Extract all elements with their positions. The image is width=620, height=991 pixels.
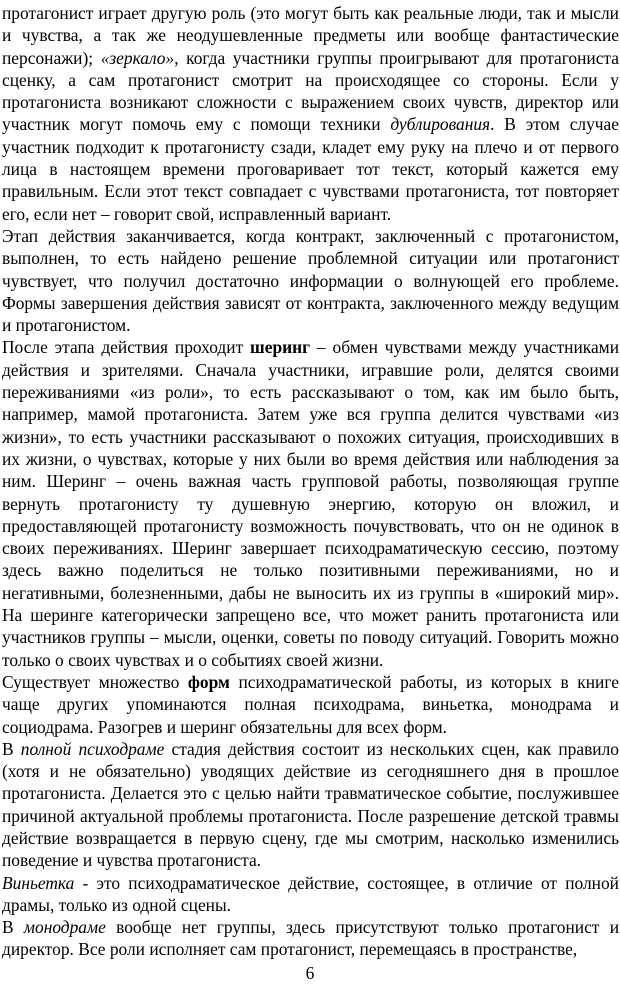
text-run: стадия действия состоит из нескольких сцен, как правило (хотя и не обязательно) уводящих действие из сегодняшнего дня в прошлое протагониста. Делается это с целью найти травматическое событие, послужившее причиной актуальной проблемы протагониста. После разрешение детской травмы действие возвращается в первую сцену, где мы смотрим, насколько изменились поведение и чувства протагониста. xyxy=(2,738,619,871)
paragraph-forms xyxy=(2,671,619,738)
text-body xyxy=(2,2,620,961)
text-run: , когда участники группы проигрывают для протагониста сценку, а сам протагонист смотрит на происходящее со стороны. Если у протагониста возникают сложности с выражением своих чувств, директор или участник могут помочь ему с помощи техники xyxy=(2,47,619,135)
text-run: . В этом случае участник подходит к протагонисту сзади, кладет ему руку на плечо и от первого лица в настоящем времени проговаривает тот текст, который кажется ему правильным. Если этот текст совпадает с чувствами протагониста, тот повторяет его, если нет – говорит свой, исправленный вариант. xyxy=(2,114,619,224)
text-run: – обмен чувствами между участниками действия и зрителями. Сначала участники, игравшие роли, делятся своими переживаниями «из роли», то есть рассказывают о том, как им было быть, например, мамой протагониста. Затем уже вся группа делится чувствами «из жизни», то есть участники рассказывают о похожих ситуация, происходивших в их жизни, о чувствах, которые у них были во время действия или наблюдения за ним. Шеринг – очень важная часть групповой работы, позволяющая группе вернуть протагонисту ту душевную энергию, которую он вложил, и предоставляющей протагонисту возможность почувствовать, что он не одинок в своих переживаниях. Шеринг завершает психодраматическую сессию, поэтому здесь важно поделиться не только позитивными переживаниями, но и негативными, болезненными, дабы не выносить их из группы в «широкий мир». На шеринге категорически запрещено все, что может ранить протагониста или участников группы – мысли, оценки, советы по поводу ситуаций. Говорить можно только о своих чувствах и о событиях своей жизни. xyxy=(2,337,619,670)
paragraph-full-psychodrama xyxy=(2,738,619,872)
text-run: - это психодраматическое действие, состоящее, в отличие от полной драмы, только из одной сцены. xyxy=(2,872,619,915)
paragraph-vignette xyxy=(2,872,619,917)
italic-term: монодраме xyxy=(23,917,106,938)
paragraph-sharing xyxy=(2,336,619,670)
italic-term: дублирования xyxy=(390,114,491,135)
italic-term: полной психодраме xyxy=(20,738,165,759)
text-run: Существует множество xyxy=(2,671,188,692)
text-run: психодраматической работы, из которых в книге чаще других упоминаются полная психодрама, виньетка, монодрама и социодрама. Разогрев и шеринг обязательны для всех форм. xyxy=(2,671,619,737)
bold-term: шеринг xyxy=(250,337,311,358)
paragraph-monodrama xyxy=(2,916,619,961)
bold-term: форм xyxy=(187,671,230,692)
text-run: вообще нет группы, здесь присутствуют только протагонист и директор. Все роли исполняет сам протагонист, перемещаясь в пространстве, xyxy=(2,917,619,960)
text-run: протагонист играет другую роль (это могут быть как реальные люди, так и мысли и чувства, а так же неодушевленные предметы или вообще фантастические персонажи); xyxy=(2,3,619,68)
paragraph-role-mirror-doubling xyxy=(2,2,619,225)
text-run: Этап действия заканчивается, когда контракт, заключенный с протагонистом, выполнен, то есть найдено решение проблемной ситуации или протагонист чувствует, что получил достаточно информации о волнующей его проблеме. Формы завершения действия зависят от контракта, заключенного между ведущим и протагонистом. xyxy=(2,225,619,336)
text-run: В xyxy=(2,738,21,759)
page-number: 6 xyxy=(305,963,315,983)
italic-term: Виньетка xyxy=(2,872,75,893)
text-run: В xyxy=(2,917,24,938)
italic-term: «зеркало» xyxy=(100,47,175,68)
text-run: После этапа действия проходит xyxy=(2,337,251,358)
paragraph-action-stage-end xyxy=(2,225,619,336)
